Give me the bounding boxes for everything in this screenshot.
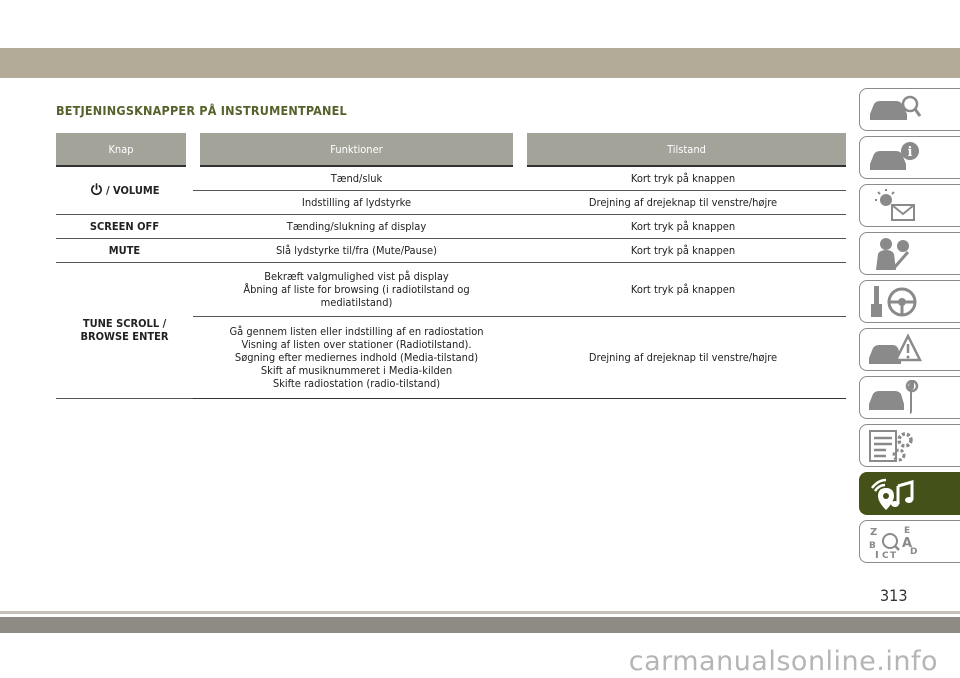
function-cell: Gå gennem listen eller indstilling af en radiostation Visning af listen over stationer (Radiotilstand). Søgning efter mediernes indhold (Media-tilstand) Skift af musiknummeret i Media-kilden Skifte radiostation (radio-tilstand) xyxy=(193,316,520,398)
svg-text:T: T xyxy=(890,551,897,560)
tab-emergency[interactable] xyxy=(859,328,960,371)
key-volume xyxy=(56,166,193,214)
car-info-icon xyxy=(866,140,922,176)
alphabet-index-icon xyxy=(866,524,922,560)
bottom-rule xyxy=(0,611,960,614)
bottom-band xyxy=(0,617,960,633)
tab-car-search[interactable] xyxy=(859,88,960,131)
controls-table xyxy=(56,133,846,399)
watermark: carmanualsonline.info xyxy=(628,646,938,677)
table-row xyxy=(56,166,846,190)
svg-text:C: C xyxy=(882,551,889,560)
warning-light-message-icon xyxy=(866,188,922,224)
list-gear-icon xyxy=(866,428,922,464)
svg-text:D: D xyxy=(910,547,918,557)
tab-starting-driving[interactable] xyxy=(859,280,960,323)
car-search-icon xyxy=(866,92,922,128)
svg-text:Z: Z xyxy=(870,527,878,538)
tab-index[interactable] xyxy=(859,520,960,563)
svg-text:B: B xyxy=(869,541,876,551)
function-cell: Slå lydstyrke til/fra (Mute/Pause) xyxy=(193,238,520,262)
music-navigation-icon xyxy=(866,476,922,512)
tab-car-info[interactable] xyxy=(859,136,960,179)
power-icon xyxy=(90,183,103,196)
car-wrench-icon xyxy=(866,380,922,416)
table-row xyxy=(56,262,846,316)
function-cell: Indstilling af lydstyrke xyxy=(193,190,520,214)
key-tune-scroll-label: TUNE SCROLL / BROWSE ENTER xyxy=(80,317,169,343)
tab-warning-lights[interactable] xyxy=(859,184,960,227)
section-title: BETJENINGSKNAPPER PÅ INSTRUMENTPANEL xyxy=(56,103,347,118)
svg-text:E: E xyxy=(904,526,911,536)
mode-cell: Kort tryk på knappen xyxy=(520,262,846,316)
header-funktioner: Funktioner xyxy=(193,133,520,166)
svg-text:I: I xyxy=(875,550,879,560)
key-steering-wheel-icon xyxy=(866,284,922,320)
page-number: 313 xyxy=(880,586,908,605)
key-tune-scroll xyxy=(56,262,193,398)
car-crash-warning-icon xyxy=(866,332,922,368)
svg-text:A: A xyxy=(902,536,913,551)
function-cell: Tænd/sluk xyxy=(193,166,520,190)
table-header-row xyxy=(56,133,846,166)
tab-safety[interactable] xyxy=(859,232,960,275)
mode-cell: Drejning af drejeknap til venstre/højre xyxy=(520,190,846,214)
mode-cell: Kort tryk på knappen xyxy=(520,214,846,238)
top-band xyxy=(0,48,960,78)
table-row xyxy=(56,238,846,262)
key-volume-label: / VOLUME xyxy=(105,184,160,198)
key-mute: MUTE xyxy=(56,238,193,262)
svg-text:i: i xyxy=(907,145,913,160)
function-cell: Tænding/slukning af display xyxy=(193,214,520,238)
table-row xyxy=(56,214,846,238)
tab-multimedia[interactable] xyxy=(859,472,960,515)
key-screen-off: SCREEN OFF xyxy=(56,214,193,238)
tab-servicing[interactable] xyxy=(859,376,960,419)
mode-cell: Drejning af drejeknap til venstre/højre xyxy=(520,316,846,398)
person-airbag-icon xyxy=(866,236,922,272)
header-tilstand: Tilstand xyxy=(520,133,846,166)
mode-cell: Kort tryk på knappen xyxy=(520,238,846,262)
function-cell: Bekræft valgmulighed vist på display Åbning af liste for browsing (i radiotilstand og mediatilstand) xyxy=(193,262,520,316)
header-knap: Knap xyxy=(56,133,193,166)
mode-cell: Kort tryk på knappen xyxy=(520,166,846,190)
tab-specifications[interactable] xyxy=(859,424,960,467)
